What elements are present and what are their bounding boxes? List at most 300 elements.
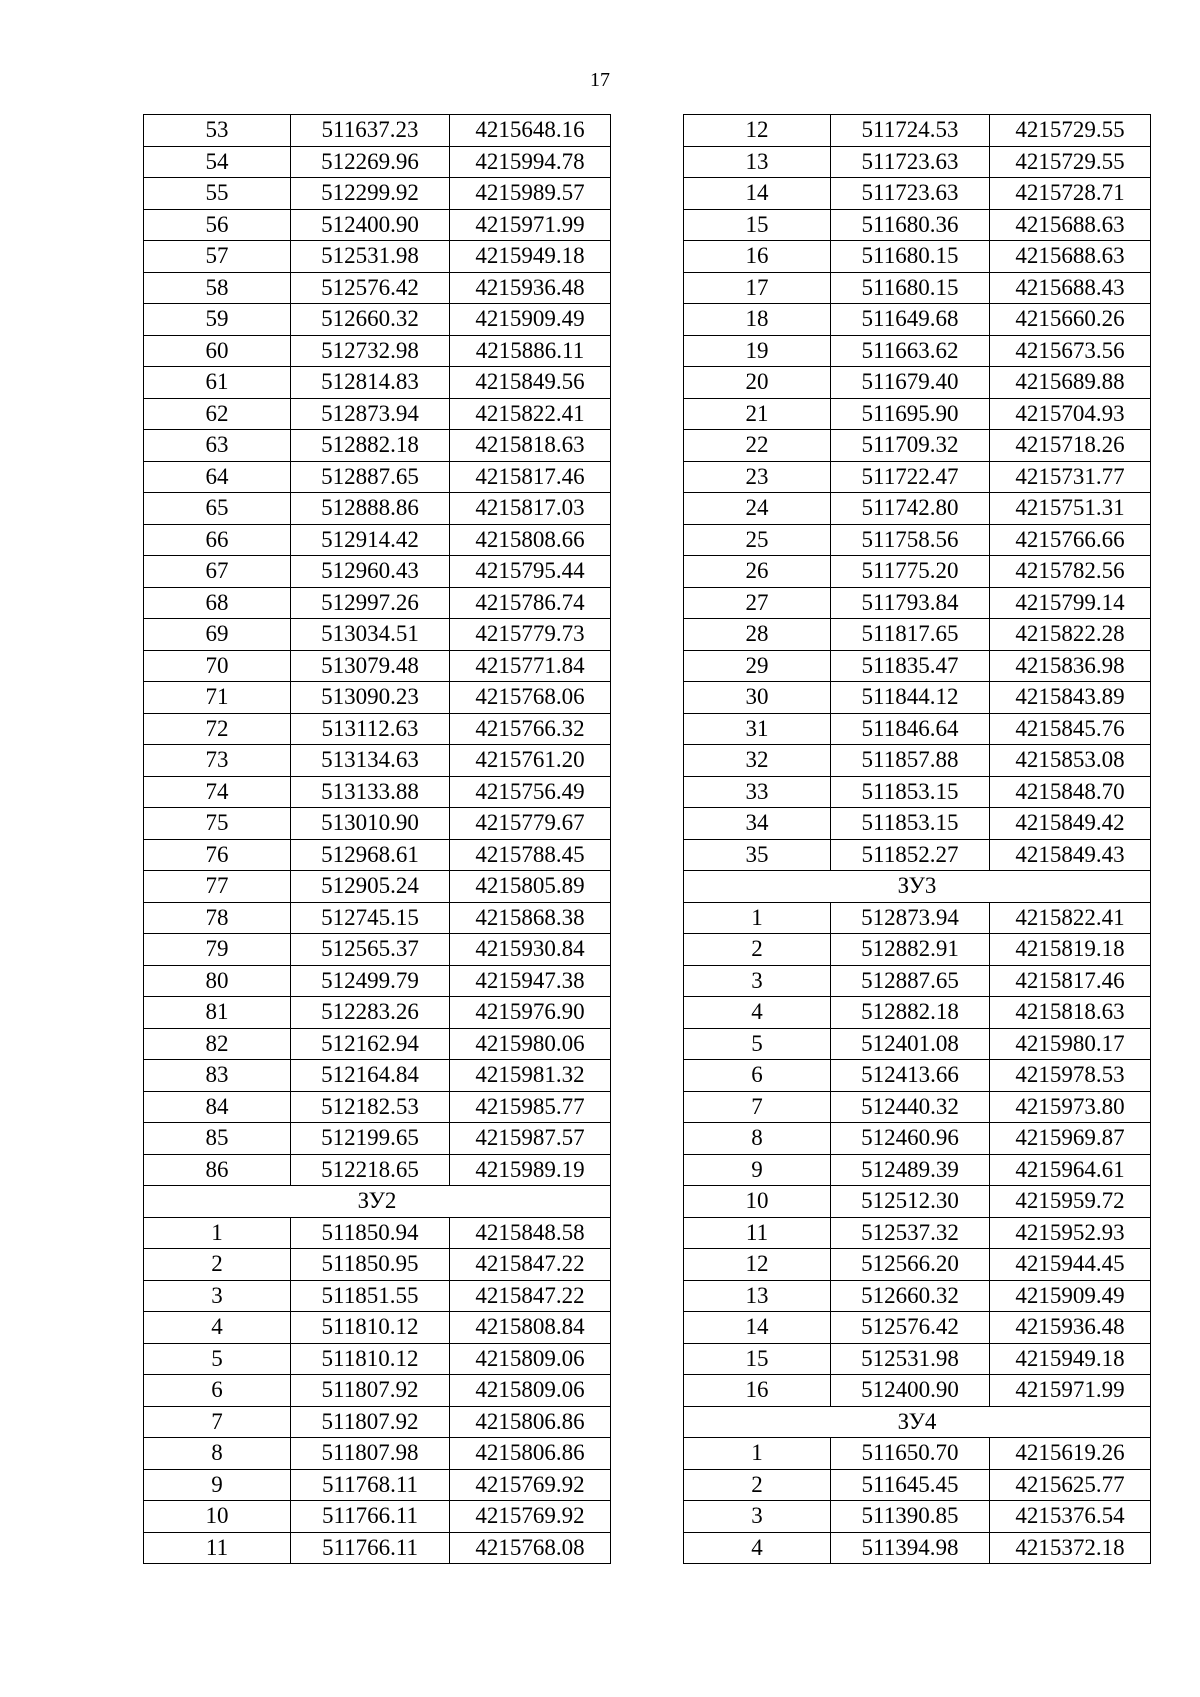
x-coordinate-cell: 512888.86 — [291, 493, 450, 525]
x-coordinate-cell: 511817.65 — [831, 619, 990, 651]
table-row — [684, 650, 1151, 682]
x-coordinate-cell: 511742.80 — [831, 493, 990, 525]
section-header-row — [684, 1406, 1151, 1438]
table-row — [684, 178, 1151, 210]
table-row — [144, 650, 611, 682]
table-row — [684, 209, 1151, 241]
x-coordinate-cell: 512660.32 — [831, 1280, 990, 1312]
x-coordinate-cell: 512299.92 — [291, 178, 450, 210]
table-row — [684, 1028, 1151, 1060]
table-row — [144, 1280, 611, 1312]
point-number-cell: 53 — [144, 115, 291, 147]
x-coordinate-cell: 511680.36 — [831, 209, 990, 241]
point-number-cell: 9 — [144, 1469, 291, 1501]
x-coordinate-cell: 511857.88 — [831, 745, 990, 777]
table-row — [144, 682, 611, 714]
point-number-cell: 75 — [144, 808, 291, 840]
y-coordinate-cell: 4215729.55 — [990, 115, 1151, 147]
table-row — [144, 209, 611, 241]
y-coordinate-cell: 4215809.06 — [450, 1375, 611, 1407]
table-row — [684, 997, 1151, 1029]
x-coordinate-cell: 511649.68 — [831, 304, 990, 336]
table-row — [684, 1186, 1151, 1218]
table-row — [144, 115, 611, 147]
x-coordinate-cell: 511766.11 — [291, 1532, 450, 1564]
table-row — [144, 1154, 611, 1186]
point-number-cell: 5 — [684, 1028, 831, 1060]
x-coordinate-cell: 512460.96 — [831, 1123, 990, 1155]
point-number-cell: 4 — [684, 1532, 831, 1564]
y-coordinate-cell: 4215822.41 — [450, 398, 611, 430]
y-coordinate-cell: 4215786.74 — [450, 587, 611, 619]
point-number-cell: 14 — [684, 1312, 831, 1344]
table-row — [684, 934, 1151, 966]
point-number-cell: 86 — [144, 1154, 291, 1186]
table-row — [144, 272, 611, 304]
y-coordinate-cell: 4215849.43 — [990, 839, 1151, 871]
y-coordinate-cell: 4215959.72 — [990, 1186, 1151, 1218]
point-number-cell: 31 — [684, 713, 831, 745]
point-number-cell: 4 — [684, 997, 831, 1029]
point-number-cell: 34 — [684, 808, 831, 840]
table-row — [684, 713, 1151, 745]
table-row — [684, 1532, 1151, 1564]
section-label: ЗУ2 — [144, 1186, 611, 1218]
y-coordinate-cell: 4215949.18 — [450, 241, 611, 273]
y-coordinate-cell: 4215971.99 — [450, 209, 611, 241]
x-coordinate-cell: 511637.23 — [291, 115, 450, 147]
x-coordinate-cell: 511844.12 — [831, 682, 990, 714]
y-coordinate-cell: 4215987.57 — [450, 1123, 611, 1155]
table-row — [144, 1091, 611, 1123]
point-number-cell: 21 — [684, 398, 831, 430]
table-row — [684, 587, 1151, 619]
table-row — [684, 1091, 1151, 1123]
x-coordinate-cell: 512283.26 — [291, 997, 450, 1029]
point-number-cell: 19 — [684, 335, 831, 367]
y-coordinate-cell: 4215795.44 — [450, 556, 611, 588]
point-number-cell: 70 — [144, 650, 291, 682]
x-coordinate-cell: 511775.20 — [831, 556, 990, 588]
x-coordinate-cell: 511846.64 — [831, 713, 990, 745]
table-row — [144, 1343, 611, 1375]
x-coordinate-cell: 511850.95 — [291, 1249, 450, 1281]
x-coordinate-cell: 512400.90 — [831, 1375, 990, 1407]
y-coordinate-cell: 4215847.22 — [450, 1249, 611, 1281]
point-number-cell: 23 — [684, 461, 831, 493]
table-row — [144, 178, 611, 210]
point-number-cell: 8 — [144, 1438, 291, 1470]
y-coordinate-cell: 4215768.06 — [450, 682, 611, 714]
y-coordinate-cell: 4215985.77 — [450, 1091, 611, 1123]
table-row — [144, 619, 611, 651]
x-coordinate-cell: 511853.15 — [831, 776, 990, 808]
y-coordinate-cell: 4215756.49 — [450, 776, 611, 808]
x-coordinate-cell: 513079.48 — [291, 650, 450, 682]
x-coordinate-cell: 511758.56 — [831, 524, 990, 556]
x-coordinate-cell: 511394.98 — [831, 1532, 990, 1564]
table-row — [144, 304, 611, 336]
y-coordinate-cell: 4215766.66 — [990, 524, 1151, 556]
y-coordinate-cell: 4215704.93 — [990, 398, 1151, 430]
y-coordinate-cell: 4215689.88 — [990, 367, 1151, 399]
y-coordinate-cell: 4215619.26 — [990, 1438, 1151, 1470]
point-number-cell: 20 — [684, 367, 831, 399]
y-coordinate-cell: 4215847.22 — [450, 1280, 611, 1312]
table-row — [684, 461, 1151, 493]
y-coordinate-cell: 4215728.71 — [990, 178, 1151, 210]
x-coordinate-cell: 511810.12 — [291, 1312, 450, 1344]
x-coordinate-cell: 512660.32 — [291, 304, 450, 336]
point-number-cell: 16 — [684, 1375, 831, 1407]
x-coordinate-cell: 512531.98 — [831, 1343, 990, 1375]
y-coordinate-cell: 4215818.63 — [450, 430, 611, 462]
table-row — [684, 1438, 1151, 1470]
point-number-cell: 24 — [684, 493, 831, 525]
table-row — [144, 1438, 611, 1470]
table-row — [684, 115, 1151, 147]
y-coordinate-cell: 4215971.99 — [990, 1375, 1151, 1407]
point-number-cell: 32 — [684, 745, 831, 777]
table-row — [684, 619, 1151, 651]
y-coordinate-cell: 4215952.93 — [990, 1217, 1151, 1249]
y-coordinate-cell: 4215964.61 — [990, 1154, 1151, 1186]
point-number-cell: 72 — [144, 713, 291, 745]
x-coordinate-cell: 512997.26 — [291, 587, 450, 619]
table-row — [684, 1501, 1151, 1533]
y-coordinate-cell: 4215978.53 — [990, 1060, 1151, 1092]
point-number-cell: 10 — [684, 1186, 831, 1218]
point-number-cell: 10 — [144, 1501, 291, 1533]
point-number-cell: 82 — [144, 1028, 291, 1060]
table-row — [144, 776, 611, 808]
x-coordinate-cell: 511680.15 — [831, 272, 990, 304]
table-row — [684, 241, 1151, 273]
y-coordinate-cell: 4215718.26 — [990, 430, 1151, 462]
table-row — [684, 808, 1151, 840]
y-coordinate-cell: 4215818.63 — [990, 997, 1151, 1029]
x-coordinate-cell: 511852.27 — [831, 839, 990, 871]
table-row — [144, 871, 611, 903]
point-number-cell: 1 — [684, 1438, 831, 1470]
table-row — [144, 1469, 611, 1501]
point-number-cell: 58 — [144, 272, 291, 304]
point-number-cell: 76 — [144, 839, 291, 871]
point-number-cell: 3 — [684, 1501, 831, 1533]
section-label: ЗУ4 — [684, 1406, 1151, 1438]
table-row — [144, 1532, 611, 1564]
y-coordinate-cell: 4215909.49 — [450, 304, 611, 336]
y-coordinate-cell: 4215809.06 — [450, 1343, 611, 1375]
y-coordinate-cell: 4215788.45 — [450, 839, 611, 871]
x-coordinate-cell: 512882.91 — [831, 934, 990, 966]
table-row — [684, 272, 1151, 304]
y-coordinate-cell: 4215936.48 — [990, 1312, 1151, 1344]
point-number-cell: 6 — [684, 1060, 831, 1092]
x-coordinate-cell: 512968.61 — [291, 839, 450, 871]
y-coordinate-cell: 4215886.11 — [450, 335, 611, 367]
x-coordinate-cell: 512576.42 — [831, 1312, 990, 1344]
point-number-cell: 69 — [144, 619, 291, 651]
y-coordinate-cell: 4215969.87 — [990, 1123, 1151, 1155]
x-coordinate-cell: 512745.15 — [291, 902, 450, 934]
x-coordinate-cell: 512489.39 — [831, 1154, 990, 1186]
y-coordinate-cell: 4215843.89 — [990, 682, 1151, 714]
y-coordinate-cell: 4215660.26 — [990, 304, 1151, 336]
table-row — [684, 524, 1151, 556]
y-coordinate-cell: 4215994.78 — [450, 146, 611, 178]
table-row — [684, 146, 1151, 178]
point-number-cell: 62 — [144, 398, 291, 430]
table-row — [144, 1028, 611, 1060]
point-number-cell: 11 — [684, 1217, 831, 1249]
x-coordinate-cell: 513133.88 — [291, 776, 450, 808]
x-coordinate-cell: 512814.83 — [291, 367, 450, 399]
y-coordinate-cell: 4215930.84 — [450, 934, 611, 966]
point-number-cell: 59 — [144, 304, 291, 336]
y-coordinate-cell: 4215989.57 — [450, 178, 611, 210]
table-row — [684, 776, 1151, 808]
x-coordinate-cell: 511851.55 — [291, 1280, 450, 1312]
point-number-cell: 14 — [684, 178, 831, 210]
table-row — [684, 556, 1151, 588]
table-row — [684, 965, 1151, 997]
point-number-cell: 65 — [144, 493, 291, 525]
table-row — [684, 1469, 1151, 1501]
point-number-cell: 18 — [684, 304, 831, 336]
point-number-cell: 84 — [144, 1091, 291, 1123]
table-row — [684, 430, 1151, 462]
y-coordinate-cell: 4215817.46 — [990, 965, 1151, 997]
point-number-cell: 15 — [684, 1343, 831, 1375]
table-row — [684, 304, 1151, 336]
point-number-cell: 13 — [684, 146, 831, 178]
table-row — [144, 1060, 611, 1092]
y-coordinate-cell: 4215761.20 — [450, 745, 611, 777]
point-number-cell: 71 — [144, 682, 291, 714]
x-coordinate-cell: 511766.11 — [291, 1501, 450, 1533]
point-number-cell: 12 — [684, 115, 831, 147]
table-row — [684, 493, 1151, 525]
y-coordinate-cell: 4215372.18 — [990, 1532, 1151, 1564]
table-row — [144, 146, 611, 178]
y-coordinate-cell: 4215849.56 — [450, 367, 611, 399]
y-coordinate-cell: 4215688.63 — [990, 209, 1151, 241]
point-number-cell: 1 — [144, 1217, 291, 1249]
table-row — [684, 1217, 1151, 1249]
y-coordinate-cell: 4215806.86 — [450, 1438, 611, 1470]
point-number-cell: 2 — [684, 1469, 831, 1501]
x-coordinate-cell: 513134.63 — [291, 745, 450, 777]
y-coordinate-cell: 4215376.54 — [990, 1501, 1151, 1533]
x-coordinate-cell: 512565.37 — [291, 934, 450, 966]
x-coordinate-cell: 512401.08 — [831, 1028, 990, 1060]
table-row — [684, 1123, 1151, 1155]
point-number-cell: 29 — [684, 650, 831, 682]
y-coordinate-cell: 4215944.45 — [990, 1249, 1151, 1281]
point-number-cell: 2 — [144, 1249, 291, 1281]
point-number-cell: 11 — [144, 1532, 291, 1564]
x-coordinate-cell: 512887.65 — [291, 461, 450, 493]
table-row — [144, 1406, 611, 1438]
x-coordinate-cell: 512413.66 — [831, 1060, 990, 1092]
x-coordinate-cell: 511807.92 — [291, 1375, 450, 1407]
section-header-row — [684, 871, 1151, 903]
table-row — [144, 430, 611, 462]
point-number-cell: 9 — [684, 1154, 831, 1186]
x-coordinate-cell: 511768.11 — [291, 1469, 450, 1501]
y-coordinate-cell: 4215779.67 — [450, 808, 611, 840]
table-row — [144, 398, 611, 430]
y-coordinate-cell: 4215973.80 — [990, 1091, 1151, 1123]
point-number-cell: 57 — [144, 241, 291, 273]
x-coordinate-cell: 512576.42 — [291, 272, 450, 304]
point-number-cell: 56 — [144, 209, 291, 241]
y-coordinate-cell: 4215819.18 — [990, 934, 1151, 966]
x-coordinate-cell: 511645.45 — [831, 1469, 990, 1501]
table-row — [144, 367, 611, 399]
x-coordinate-cell: 511680.15 — [831, 241, 990, 273]
y-coordinate-cell: 4215848.70 — [990, 776, 1151, 808]
y-coordinate-cell: 4215806.86 — [450, 1406, 611, 1438]
x-coordinate-cell: 512873.94 — [291, 398, 450, 430]
table-row — [144, 713, 611, 745]
table-row — [684, 1375, 1151, 1407]
point-number-cell: 16 — [684, 241, 831, 273]
point-number-cell: 8 — [684, 1123, 831, 1155]
x-coordinate-cell: 513090.23 — [291, 682, 450, 714]
y-coordinate-cell: 4215849.42 — [990, 808, 1151, 840]
point-number-cell: 66 — [144, 524, 291, 556]
point-number-cell: 30 — [684, 682, 831, 714]
table-row — [144, 524, 611, 556]
point-number-cell: 73 — [144, 745, 291, 777]
x-coordinate-cell: 511723.63 — [831, 178, 990, 210]
x-coordinate-cell: 512199.65 — [291, 1123, 450, 1155]
table-row — [144, 1312, 611, 1344]
y-coordinate-cell: 4215766.32 — [450, 713, 611, 745]
table-row — [684, 682, 1151, 714]
table-row — [144, 808, 611, 840]
table-row — [684, 335, 1151, 367]
x-coordinate-cell: 512218.65 — [291, 1154, 450, 1186]
y-coordinate-cell: 4215989.19 — [450, 1154, 611, 1186]
y-coordinate-cell: 4215822.41 — [990, 902, 1151, 934]
point-number-cell: 15 — [684, 209, 831, 241]
page-number: 17 — [590, 69, 610, 91]
point-number-cell: 64 — [144, 461, 291, 493]
point-number-cell: 1 — [684, 902, 831, 934]
x-coordinate-cell: 512873.94 — [831, 902, 990, 934]
point-number-cell: 27 — [684, 587, 831, 619]
x-coordinate-cell: 512537.32 — [831, 1217, 990, 1249]
x-coordinate-cell: 511810.12 — [291, 1343, 450, 1375]
y-coordinate-cell: 4215688.63 — [990, 241, 1151, 273]
x-coordinate-cell: 512960.43 — [291, 556, 450, 588]
y-coordinate-cell: 4215868.38 — [450, 902, 611, 934]
y-coordinate-cell: 4215769.92 — [450, 1501, 611, 1533]
section-header-row — [144, 1186, 611, 1218]
x-coordinate-cell: 512732.98 — [291, 335, 450, 367]
table-row — [144, 493, 611, 525]
table-row — [684, 1249, 1151, 1281]
x-coordinate-cell: 512164.84 — [291, 1060, 450, 1092]
y-coordinate-cell: 4215625.77 — [990, 1469, 1151, 1501]
table-row — [684, 398, 1151, 430]
x-coordinate-cell: 511723.63 — [831, 146, 990, 178]
x-coordinate-cell: 511650.70 — [831, 1438, 990, 1470]
x-coordinate-cell: 511850.94 — [291, 1217, 450, 1249]
table-row — [144, 902, 611, 934]
x-coordinate-cell: 511807.92 — [291, 1406, 450, 1438]
point-number-cell: 54 — [144, 146, 291, 178]
y-coordinate-cell: 4215845.76 — [990, 713, 1151, 745]
x-coordinate-cell: 513034.51 — [291, 619, 450, 651]
point-number-cell: 13 — [684, 1280, 831, 1312]
y-coordinate-cell: 4215805.89 — [450, 871, 611, 903]
coordinates-table-left — [143, 114, 611, 1564]
point-number-cell: 55 — [144, 178, 291, 210]
table-row — [684, 1154, 1151, 1186]
point-number-cell: 83 — [144, 1060, 291, 1092]
point-number-cell: 25 — [684, 524, 831, 556]
x-coordinate-cell: 512182.53 — [291, 1091, 450, 1123]
table-row — [144, 241, 611, 273]
table-row — [144, 965, 611, 997]
table-row — [684, 1312, 1151, 1344]
x-coordinate-cell: 511390.85 — [831, 1501, 990, 1533]
y-coordinate-cell: 4215980.06 — [450, 1028, 611, 1060]
table-row — [144, 1501, 611, 1533]
y-coordinate-cell: 4215981.32 — [450, 1060, 611, 1092]
section-label: ЗУ3 — [684, 871, 1151, 903]
table-row — [144, 934, 611, 966]
x-coordinate-cell: 512882.18 — [291, 430, 450, 462]
table-row — [684, 902, 1151, 934]
y-coordinate-cell: 4215779.73 — [450, 619, 611, 651]
y-coordinate-cell: 4215769.92 — [450, 1469, 611, 1501]
y-coordinate-cell: 4215688.43 — [990, 272, 1151, 304]
y-coordinate-cell: 4215836.98 — [990, 650, 1151, 682]
y-coordinate-cell: 4215817.03 — [450, 493, 611, 525]
y-coordinate-cell: 4215771.84 — [450, 650, 611, 682]
y-coordinate-cell: 4215980.17 — [990, 1028, 1151, 1060]
x-coordinate-cell: 511835.47 — [831, 650, 990, 682]
point-number-cell: 68 — [144, 587, 291, 619]
table-row — [144, 997, 611, 1029]
y-coordinate-cell: 4215909.49 — [990, 1280, 1151, 1312]
point-number-cell: 12 — [684, 1249, 831, 1281]
x-coordinate-cell: 511663.62 — [831, 335, 990, 367]
point-number-cell: 63 — [144, 430, 291, 462]
point-number-cell: 85 — [144, 1123, 291, 1155]
point-number-cell: 28 — [684, 619, 831, 651]
y-coordinate-cell: 4215808.84 — [450, 1312, 611, 1344]
y-coordinate-cell: 4215817.46 — [450, 461, 611, 493]
point-number-cell: 4 — [144, 1312, 291, 1344]
x-coordinate-cell: 513112.63 — [291, 713, 450, 745]
table-row — [684, 367, 1151, 399]
x-coordinate-cell: 511695.90 — [831, 398, 990, 430]
x-coordinate-cell: 511724.53 — [831, 115, 990, 147]
y-coordinate-cell: 4215949.18 — [990, 1343, 1151, 1375]
table-row — [144, 1123, 611, 1155]
y-coordinate-cell: 4215751.31 — [990, 493, 1151, 525]
point-number-cell: 77 — [144, 871, 291, 903]
point-number-cell: 7 — [144, 1406, 291, 1438]
point-number-cell: 78 — [144, 902, 291, 934]
x-coordinate-cell: 512566.20 — [831, 1249, 990, 1281]
